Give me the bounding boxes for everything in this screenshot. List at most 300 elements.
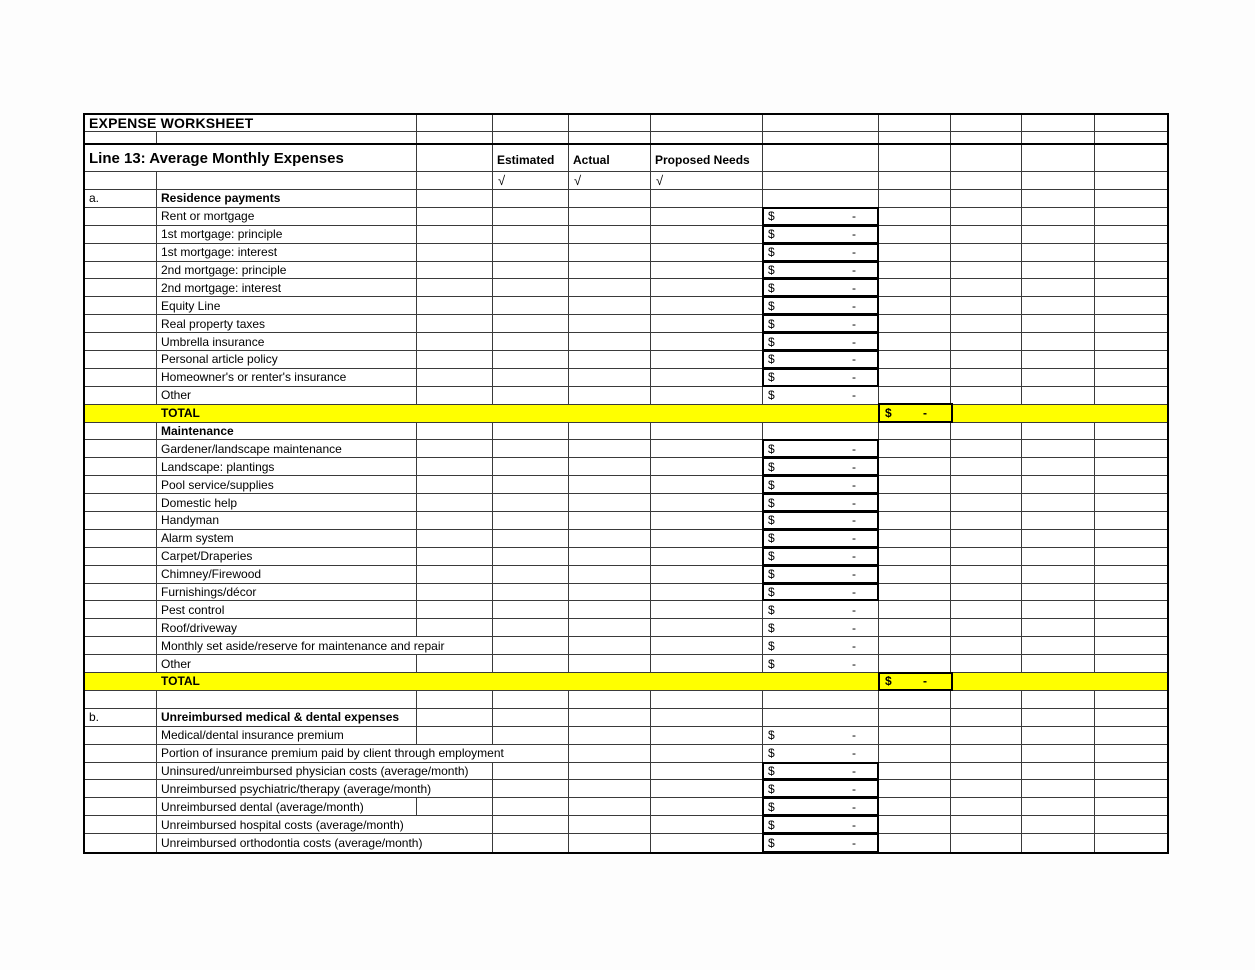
actual-cell[interactable] — [569, 655, 651, 672]
grid-cell — [1022, 637, 1095, 654]
estimated-cell[interactable] — [493, 745, 569, 762]
grid-cell — [85, 619, 157, 636]
amount-cell[interactable] — [763, 530, 879, 547]
amount-cell[interactable] — [763, 476, 879, 493]
grid-cell — [879, 637, 951, 654]
estimated-cell[interactable] — [493, 709, 569, 726]
section-label: Maintenance — [157, 423, 493, 440]
proposed-needs-cell[interactable] — [651, 619, 763, 636]
row-label: Pest control — [157, 601, 493, 618]
grid-cell — [1095, 584, 1166, 601]
actual-cell[interactable] — [569, 745, 651, 762]
item-row — [85, 584, 1167, 602]
item-row — [85, 458, 1167, 476]
amount-cell[interactable] — [763, 548, 879, 565]
actual-cell[interactable] — [569, 297, 651, 314]
row-label: 1st mortgage: interest — [157, 244, 493, 261]
proposed-needs-cell[interactable] — [651, 816, 763, 833]
grid-cell — [1095, 601, 1166, 618]
estimated-cell[interactable] — [493, 834, 569, 852]
grid-cell — [1022, 208, 1095, 225]
row-label: Unreimbursed dental (average/month) — [157, 798, 493, 815]
grid-cell — [1022, 834, 1095, 852]
estimated-cell[interactable] — [493, 763, 569, 780]
currency-symbol: $ — [768, 817, 775, 832]
amount-cell[interactable] — [763, 297, 879, 314]
estimated-cell[interactable] — [493, 494, 569, 511]
estimated-cell[interactable] — [493, 226, 569, 243]
amount-value: - — [852, 209, 856, 224]
proposed-needs-cell[interactable] — [651, 584, 763, 601]
grid-cell — [1022, 780, 1095, 797]
amount-cell[interactable] — [763, 369, 879, 386]
estimated-cell[interactable] — [493, 279, 569, 296]
section-label: Residence payments — [157, 190, 493, 207]
column-header-actual: Actual — [569, 145, 651, 171]
proposed-needs-cell[interactable] — [651, 601, 763, 618]
grid-cell — [879, 655, 951, 672]
item-row — [85, 780, 1167, 798]
proposed-needs-cell[interactable] — [651, 637, 763, 654]
proposed-needs-cell[interactable] — [651, 745, 763, 762]
grid-cell — [763, 423, 879, 440]
actual-cell[interactable] — [569, 834, 651, 852]
amount-value: - — [852, 763, 856, 778]
proposed-needs-cell[interactable] — [651, 333, 763, 350]
grid-cell — [85, 226, 157, 243]
grid-cell — [879, 512, 951, 529]
grid-cell — [951, 369, 1022, 386]
grid-cell — [951, 584, 1022, 601]
amount-cell[interactable] — [763, 637, 879, 654]
grid-cell — [85, 530, 157, 547]
amount-cell[interactable] — [763, 226, 879, 243]
grid-cell — [1022, 458, 1095, 475]
grid-cell — [1095, 244, 1166, 261]
actual-cell[interactable] — [569, 226, 651, 243]
estimated-cell[interactable] — [493, 601, 569, 618]
grid-cell — [1022, 132, 1095, 143]
proposed-needs-cell[interactable] — [651, 279, 763, 296]
item-row — [85, 369, 1167, 387]
grid-cell — [879, 798, 951, 815]
grid-cell — [85, 208, 157, 225]
item-row — [85, 315, 1167, 333]
grid-cell — [763, 145, 879, 171]
amount-cell[interactable] — [763, 494, 879, 511]
amount-cell[interactable] — [763, 351, 879, 368]
actual-cell[interactable] — [569, 637, 651, 654]
actual-cell[interactable] — [569, 780, 651, 797]
grid-cell — [1095, 566, 1166, 583]
grid-cell — [879, 115, 951, 131]
estimated-cell[interactable] — [493, 369, 569, 386]
proposed-needs-cell[interactable] — [651, 709, 763, 726]
item-row — [85, 763, 1167, 781]
grid-cell — [1022, 279, 1095, 296]
grid-cell — [879, 834, 951, 852]
grid-cell — [85, 566, 157, 583]
amount-value: - — [852, 513, 856, 528]
amount-cell[interactable] — [763, 440, 879, 457]
grid-cell — [879, 279, 951, 296]
amount-cell[interactable] — [763, 512, 879, 529]
estimated-cell[interactable] — [493, 584, 569, 601]
item-row — [85, 566, 1167, 584]
currency-symbol: $ — [768, 728, 775, 743]
row-label: Other — [157, 387, 493, 404]
row-label: Personal article policy — [157, 351, 493, 368]
proposed-needs-cell[interactable] — [651, 440, 763, 457]
grid-cell — [763, 691, 879, 708]
estimated-cell[interactable] — [493, 297, 569, 314]
amount-cell[interactable] — [763, 798, 879, 815]
row-label: Handyman — [157, 512, 493, 529]
proposed-needs-cell[interactable] — [651, 190, 763, 207]
item-row — [85, 208, 1167, 226]
checkmark-row — [85, 172, 1167, 190]
proposed-needs-cell[interactable] — [651, 512, 763, 529]
grid-cell — [1095, 423, 1166, 440]
proposed-needs-cell[interactable] — [651, 369, 763, 386]
amount-cell[interactable] — [763, 315, 879, 332]
amount-value: - — [852, 316, 856, 331]
grid-cell — [1095, 763, 1166, 780]
grid-cell — [1095, 115, 1166, 131]
actual-cell[interactable] — [569, 584, 651, 601]
proposed-needs-cell[interactable] — [651, 262, 763, 279]
proposed-needs-cell[interactable] — [651, 548, 763, 565]
grid-cell — [879, 132, 951, 143]
row-label: Unreimbursed hospital costs (average/month) — [157, 816, 493, 833]
item-row — [85, 297, 1167, 315]
grid-cell — [1022, 333, 1095, 350]
total-amount-cell[interactable] — [879, 673, 951, 690]
item-row — [85, 351, 1167, 369]
amount-cell[interactable] — [763, 763, 879, 780]
amount-cell[interactable] — [763, 816, 879, 833]
estimated-cell[interactable] — [493, 423, 569, 440]
amount-cell[interactable] — [763, 727, 879, 744]
amount-cell[interactable] — [763, 834, 879, 852]
proposed-needs-cell[interactable] — [651, 494, 763, 511]
actual-cell[interactable] — [569, 530, 651, 547]
estimated-cell[interactable] — [493, 780, 569, 797]
grid-cell — [85, 351, 157, 368]
grid-cell — [1095, 387, 1166, 404]
item-row — [85, 440, 1167, 458]
actual-cell[interactable] — [569, 476, 651, 493]
amount-value: - — [852, 799, 856, 814]
row-label: Equity Line — [157, 297, 493, 314]
grid-cell — [879, 601, 951, 618]
grid-cell — [951, 673, 1166, 690]
item-row — [85, 530, 1167, 548]
actual-cell[interactable] — [569, 458, 651, 475]
estimated-cell[interactable] — [493, 727, 569, 744]
estimated-check-cell: √ — [493, 172, 569, 189]
estimated-cell[interactable] — [493, 244, 569, 261]
proposed-needs-cell[interactable] — [651, 351, 763, 368]
grid-cell — [951, 279, 1022, 296]
actual-cell[interactable] — [569, 440, 651, 457]
section-row — [85, 190, 1167, 208]
grid-cell — [879, 333, 951, 350]
proposed-needs-cell[interactable] — [651, 208, 763, 225]
section-row — [85, 423, 1167, 441]
actual-cell[interactable] — [569, 601, 651, 618]
grid-cell — [951, 566, 1022, 583]
amount-cell[interactable] — [763, 566, 879, 583]
grid-cell — [569, 115, 651, 131]
proposed-needs-cell[interactable] — [651, 530, 763, 547]
actual-cell[interactable] — [569, 208, 651, 225]
grid-cell — [1022, 115, 1095, 131]
grid-cell — [879, 190, 951, 207]
actual-cell[interactable] — [569, 244, 651, 261]
estimated-cell[interactable] — [493, 315, 569, 332]
estimated-cell[interactable] — [493, 548, 569, 565]
grid-cell — [1095, 172, 1166, 189]
section-index-cell: a. — [85, 190, 157, 207]
grid-cell — [85, 816, 157, 833]
amount-cell[interactable] — [763, 279, 879, 296]
grid-cell — [651, 132, 763, 143]
grid-cell — [85, 780, 157, 797]
row-label: Gardener/landscape maintenance — [157, 440, 493, 457]
proposed-needs-cell[interactable] — [651, 423, 763, 440]
grid-cell — [879, 387, 951, 404]
grid-cell — [1022, 601, 1095, 618]
grid-cell — [1095, 709, 1166, 726]
grid-cell — [85, 405, 157, 422]
currency-symbol: $ — [885, 674, 892, 689]
proposed-needs-cell[interactable] — [651, 798, 763, 815]
grid-cell — [651, 691, 763, 708]
grid-cell — [85, 691, 157, 708]
grid-cell — [1022, 190, 1095, 207]
grid-cell — [951, 405, 1166, 422]
grid-cell — [1022, 727, 1095, 744]
proposed-needs-cell[interactable] — [651, 244, 763, 261]
proposed-needs-cell[interactable] — [651, 655, 763, 672]
grid-cell — [951, 655, 1022, 672]
grid-cell — [879, 297, 951, 314]
amount-value: - — [923, 406, 927, 421]
proposed-needs-cell[interactable] — [651, 476, 763, 493]
grid-cell — [85, 494, 157, 511]
column-header-estimated: Estimated — [493, 145, 569, 171]
currency-symbol: $ — [768, 781, 775, 796]
amount-cell[interactable] — [763, 387, 879, 404]
grid-cell — [951, 458, 1022, 475]
amount-cell[interactable] — [763, 601, 879, 618]
currency-symbol: $ — [768, 549, 775, 564]
estimated-cell[interactable] — [493, 512, 569, 529]
amount-value: - — [852, 602, 856, 617]
amount-value: - — [852, 245, 856, 260]
actual-cell[interactable] — [569, 423, 651, 440]
amount-value: - — [852, 298, 856, 313]
grid-cell — [85, 727, 157, 744]
grid-cell — [951, 387, 1022, 404]
actual-cell[interactable] — [569, 262, 651, 279]
grid-cell — [1022, 440, 1095, 457]
estimated-cell[interactable] — [493, 619, 569, 636]
actual-cell[interactable] — [569, 816, 651, 833]
grid-cell — [951, 440, 1022, 457]
estimated-cell[interactable] — [493, 262, 569, 279]
amount-cell[interactable] — [763, 780, 879, 797]
grid-cell — [1095, 727, 1166, 744]
proposed-needs-cell[interactable] — [651, 226, 763, 243]
grid-cell — [1095, 226, 1166, 243]
grid-cell — [763, 132, 879, 143]
proposed-needs-cell[interactable] — [651, 727, 763, 744]
actual-cell[interactable] — [569, 709, 651, 726]
currency-symbol: $ — [768, 370, 775, 385]
actual-cell[interactable] — [569, 333, 651, 350]
amount-cell[interactable] — [763, 244, 879, 261]
proposed-needs-cell[interactable] — [651, 458, 763, 475]
estimated-cell[interactable] — [493, 440, 569, 457]
row-label: 2nd mortgage: interest — [157, 279, 493, 296]
actual-cell[interactable] — [569, 315, 651, 332]
currency-symbol: $ — [768, 567, 775, 582]
grid-cell — [1022, 691, 1095, 708]
grid-cell — [1022, 244, 1095, 261]
amount-cell[interactable] — [763, 584, 879, 601]
actual-cell[interactable] — [569, 279, 651, 296]
grid-cell — [85, 548, 157, 565]
actual-cell[interactable] — [569, 387, 651, 404]
grid-cell — [1022, 387, 1095, 404]
estimated-cell[interactable] — [493, 530, 569, 547]
grid-cell — [85, 745, 157, 762]
proposed-needs-cell[interactable] — [651, 297, 763, 314]
grid-cell — [951, 333, 1022, 350]
grid-cell — [951, 834, 1022, 852]
amount-cell[interactable] — [763, 208, 879, 225]
grid-cell — [1022, 512, 1095, 529]
grid-cell — [417, 172, 493, 189]
amount-cell[interactable] — [763, 333, 879, 350]
currency-symbol: $ — [768, 513, 775, 528]
estimated-cell[interactable] — [493, 458, 569, 475]
actual-cell[interactable] — [569, 351, 651, 368]
currency-symbol: $ — [768, 656, 775, 671]
grid-cell — [1022, 619, 1095, 636]
estimated-cell[interactable] — [493, 816, 569, 833]
estimated-cell[interactable] — [493, 351, 569, 368]
grid-cell — [1095, 655, 1166, 672]
grid-cell — [879, 548, 951, 565]
item-row — [85, 727, 1167, 745]
grid-cell — [85, 172, 157, 189]
actual-cell[interactable] — [569, 512, 651, 529]
grid-cell — [951, 297, 1022, 314]
estimated-cell[interactable] — [493, 566, 569, 583]
actual-cell[interactable] — [569, 763, 651, 780]
estimated-cell[interactable] — [493, 655, 569, 672]
sheet-title: EXPENSE WORKSHEET — [85, 115, 417, 131]
grid-cell — [879, 494, 951, 511]
actual-cell[interactable] — [569, 494, 651, 511]
grid-cell — [951, 816, 1022, 833]
actual-cell[interactable] — [569, 369, 651, 386]
grid-cell — [85, 512, 157, 529]
estimated-cell[interactable] — [493, 190, 569, 207]
amount-cell[interactable] — [763, 655, 879, 672]
proposed-needs-cell[interactable] — [651, 834, 763, 852]
item-row — [85, 244, 1167, 262]
line13-header-row — [85, 145, 1167, 172]
grid-cell — [951, 798, 1022, 815]
grid-cell — [1022, 566, 1095, 583]
estimated-cell[interactable] — [493, 333, 569, 350]
proposed-needs-cell[interactable] — [651, 780, 763, 797]
item-row — [85, 637, 1167, 655]
estimated-cell[interactable] — [493, 476, 569, 493]
grid-cell — [951, 709, 1022, 726]
estimated-cell[interactable] — [493, 208, 569, 225]
estimated-cell[interactable] — [493, 798, 569, 815]
actual-cell[interactable] — [569, 798, 651, 815]
actual-cell[interactable] — [569, 190, 651, 207]
proposed-needs-cell[interactable] — [651, 315, 763, 332]
currency-symbol: $ — [768, 227, 775, 242]
actual-cell[interactable] — [569, 566, 651, 583]
actual-cell[interactable] — [569, 548, 651, 565]
grid-cell — [1022, 494, 1095, 511]
estimated-cell[interactable] — [493, 637, 569, 654]
grid-cell — [879, 262, 951, 279]
amount-value: - — [852, 441, 856, 456]
grid-cell — [1095, 208, 1166, 225]
amount-cell[interactable] — [763, 458, 879, 475]
amount-value: - — [852, 531, 856, 546]
grid-cell — [1095, 297, 1166, 314]
grid-cell — [879, 476, 951, 493]
proposed-needs-cell[interactable] — [651, 763, 763, 780]
grid-cell — [1095, 440, 1166, 457]
item-row — [85, 387, 1167, 405]
row-label: 2nd mortgage: principle — [157, 262, 493, 279]
actual-cell[interactable] — [569, 727, 651, 744]
total-amount-cell[interactable] — [879, 405, 951, 422]
grid-cell — [1095, 132, 1166, 143]
grid-cell — [951, 262, 1022, 279]
grid-cell — [951, 512, 1022, 529]
proposed-needs-cell[interactable] — [651, 387, 763, 404]
row-label: Real property taxes — [157, 315, 493, 332]
grid-cell — [763, 115, 879, 131]
grid-cell — [1095, 351, 1166, 368]
estimated-cell[interactable] — [493, 387, 569, 404]
grid-cell — [879, 709, 951, 726]
proposed-needs-cell[interactable] — [651, 566, 763, 583]
amount-value: - — [852, 817, 856, 832]
amount-cell[interactable] — [763, 262, 879, 279]
grid-cell — [1095, 637, 1166, 654]
total-row — [85, 405, 1167, 423]
item-row — [85, 262, 1167, 280]
amount-value: - — [852, 728, 856, 743]
amount-cell[interactable] — [763, 619, 879, 636]
actual-cell[interactable] — [569, 619, 651, 636]
amount-cell[interactable] — [763, 745, 879, 762]
amount-value: - — [852, 781, 856, 796]
